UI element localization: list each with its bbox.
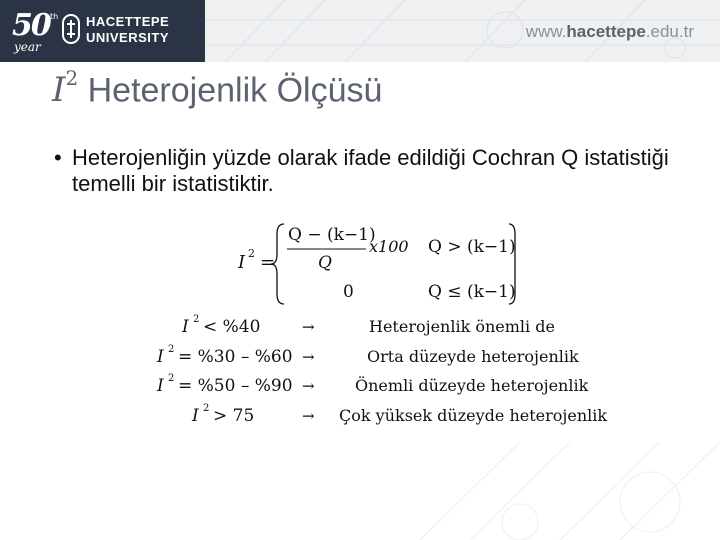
row-arrow: → <box>302 377 315 395</box>
row-arrow: → <box>302 318 315 336</box>
university-name-line2: UNIVERSITY <box>86 30 170 45</box>
title-text: Heterojenlik Ölçüsü <box>78 71 383 110</box>
anniversary-word: year <box>14 40 41 54</box>
interpretation-table <box>156 314 607 426</box>
row-symbol: I <box>157 376 164 396</box>
university-name-line1: HACETTEPE <box>86 14 170 29</box>
formula-equals: = <box>260 252 276 273</box>
row-meaning: Orta düzeyde heterojenlik <box>367 347 579 366</box>
row-symbol: I <box>192 406 199 426</box>
url-brand: hacettepe <box>566 22 646 41</box>
row-symbol-exponent: 2 <box>193 314 200 325</box>
url-suffix: .edu.tr <box>645 22 694 41</box>
formula-case2-value: 0 <box>343 282 354 302</box>
bullet-marker: • <box>54 145 62 170</box>
interpretation-row <box>156 373 589 396</box>
row-symbol-exponent: 2 <box>168 344 175 355</box>
formula-numerator: Q − (k−1) <box>288 225 376 245</box>
title-symbol: $I^2$ <box>52 66 79 111</box>
row-meaning: Heterojenlik önemli de <box>369 317 555 336</box>
row-symbol: I <box>182 317 189 337</box>
row-meaning: Önemli düzeyde heterojenlik <box>355 376 589 395</box>
row-symbol-exponent: 2 <box>203 403 210 414</box>
bullet-text: Heterojenliğin yüzde olarak ifade edildiği Cochran Q istatistiği temelli bir istatistiktir. <box>72 145 669 196</box>
row-condition: = %50 – %90 <box>178 376 293 396</box>
formula-case2-condition: Q ≤ (k−1) <box>428 282 516 302</box>
anniversary-number: 50 <box>12 8 50 43</box>
row-symbol-exponent: 2 <box>168 373 175 384</box>
formula-brace <box>271 224 284 304</box>
row-arrow: → <box>302 407 315 425</box>
row-meaning: Çok yüksek düzeyde heterojenlik <box>339 406 608 425</box>
anniversary-suffix: th <box>50 12 59 21</box>
formula-denominator: Q <box>318 253 332 273</box>
row-condition: > 75 <box>213 406 255 426</box>
interpretation-row <box>156 344 579 367</box>
row-arrow: → <box>302 348 315 366</box>
formula-factor: x100 <box>369 237 409 256</box>
formula-case1-condition: Q > (k−1) <box>428 237 516 257</box>
interpretation-row <box>181 314 555 337</box>
formula-lhs-exponent: 2 <box>248 247 255 260</box>
row-symbol: I <box>157 347 164 367</box>
interpretation-row <box>191 403 607 426</box>
row-condition: < %40 <box>203 317 261 337</box>
row-condition: = %30 – %60 <box>178 347 293 367</box>
formula-lhs: I <box>238 252 246 273</box>
url-prefix: www. <box>525 22 567 41</box>
